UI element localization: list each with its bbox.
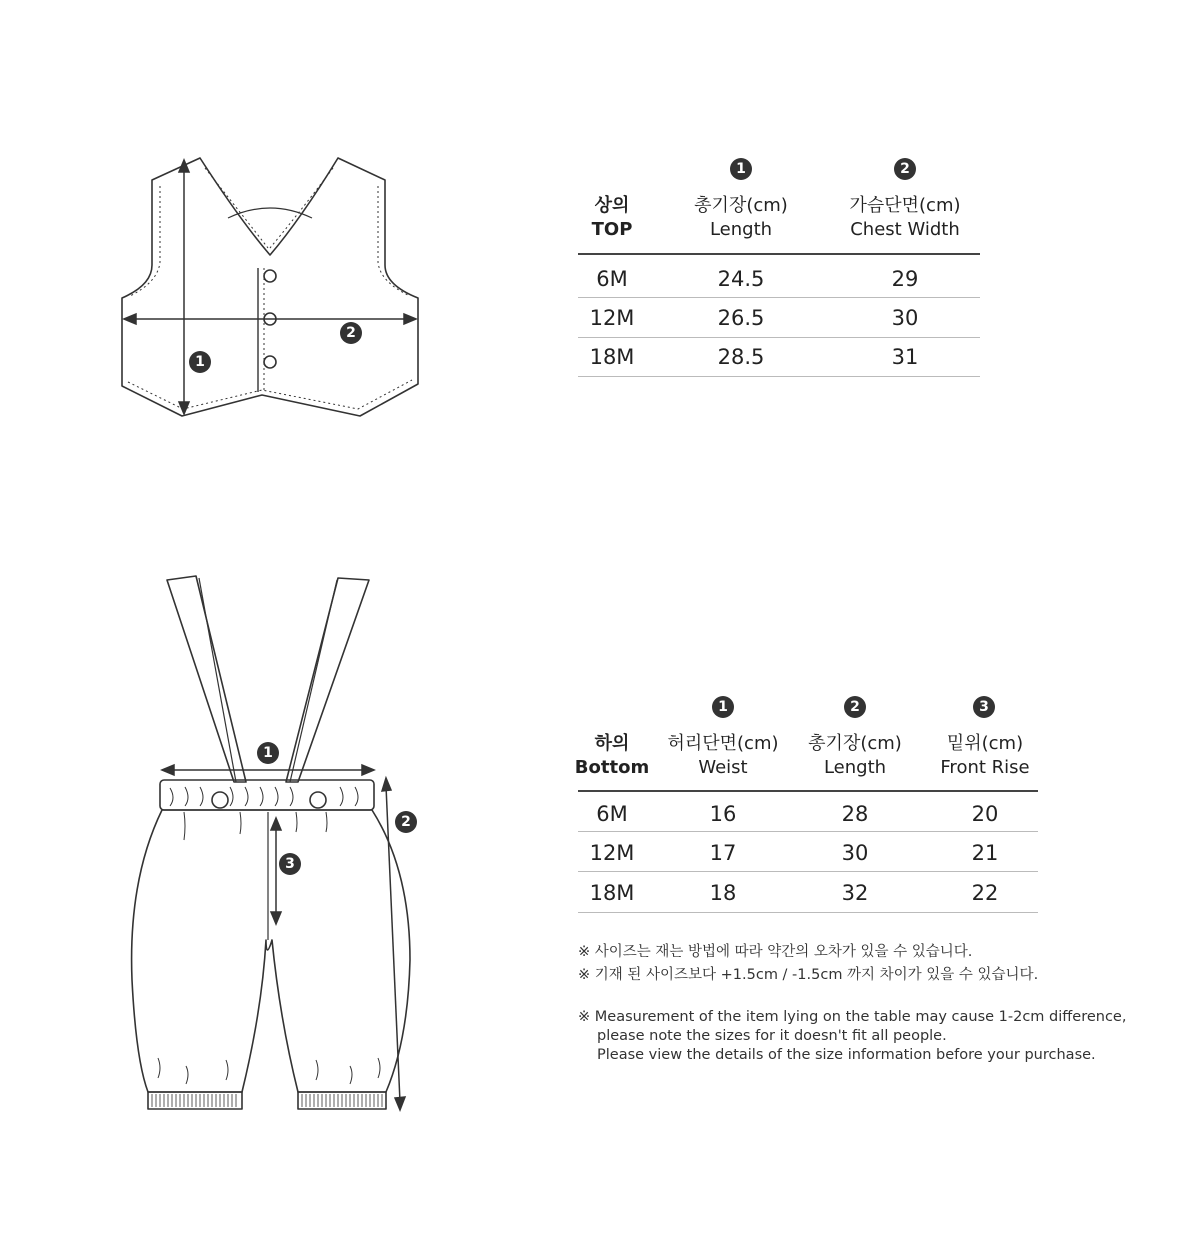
bottom-col2-marker: 2 [844,696,866,718]
bottom-row-value: 16 [709,802,737,826]
bottom-row-value: 21 [971,841,999,865]
bottom-label-en: Bottom [574,757,650,778]
note-ko-2: ※ 기재 된 사이즈보다 +1.5cm / -1.5cm 까지 차이가 있을 수 있습니다. [578,967,1039,983]
top-row-value: 31 [891,345,919,369]
top-col1-marker: 1 [730,158,752,180]
top-row-value: 26.5 [717,306,765,330]
bottom-col2-en: Length [823,757,887,778]
top-col1-en: Length [709,219,773,240]
top-row-value: 28.5 [717,345,765,369]
bottom-label-ko: 하의 [594,733,630,754]
top-col2-ko: 가슴단면(cm) [849,195,961,216]
bottom-col3-ko: 밑위(cm) [946,733,1024,754]
top-row-size: 12M [589,306,635,330]
top-col1-ko: 총기장(cm) [694,195,788,216]
vest-chest-marker: 2 [340,322,362,344]
note-en-3: Please view the details of the size information before your purchase. [597,1047,1096,1063]
bottom-col2-ko: 총기장(cm) [808,733,902,754]
top-row-value: 29 [891,267,919,291]
note-ko-1: ※ 사이즈는 재는 방법에 따라 약간의 오차가 있을 수 있습니다. [578,944,973,960]
bottom-row-value: 32 [841,881,869,905]
bottom-col1-marker: 1 [712,696,734,718]
bottom-row-value: 20 [971,802,999,826]
bottom-row-size: 12M [589,841,635,865]
bottom-row-value: 18 [709,881,737,905]
bottom-row-value: 28 [841,802,869,826]
pants-length-marker: 2 [395,811,417,833]
bottom-row-value: 17 [709,841,737,865]
top-row-value: 30 [891,306,919,330]
bottom-col1-en: Weist [698,757,748,778]
bottom-col3-marker: 3 [973,696,995,718]
bottom-row-value: 22 [971,881,999,905]
bottom-col1-ko: 허리단면(cm) [667,733,779,754]
top-col2-en: Chest Width [850,219,960,240]
top-row-size: 6M [596,267,628,291]
overalls-illustration [0,0,440,1256]
vest-length-marker: 1 [189,351,211,373]
note-en-1: ※ Measurement of the item lying on the table may cause 1-2cm difference, [578,1009,1127,1025]
top-col2-marker: 2 [894,158,916,180]
top-label-en: TOP [591,219,633,240]
pants-waist-marker: 1 [257,742,279,764]
top-row-value: 24.5 [717,267,765,291]
top-row-size: 18M [589,345,635,369]
bottom-row-value: 30 [841,841,869,865]
pants-rise-marker: 3 [279,853,301,875]
bottom-row-size: 18M [589,881,635,905]
bottom-col3-en: Front Rise [940,757,1030,778]
note-en-2: please note the sizes for it doesn't fit all people. [597,1028,947,1044]
bottom-row-size: 6M [596,802,628,826]
top-label-ko: 상의 [594,195,630,216]
